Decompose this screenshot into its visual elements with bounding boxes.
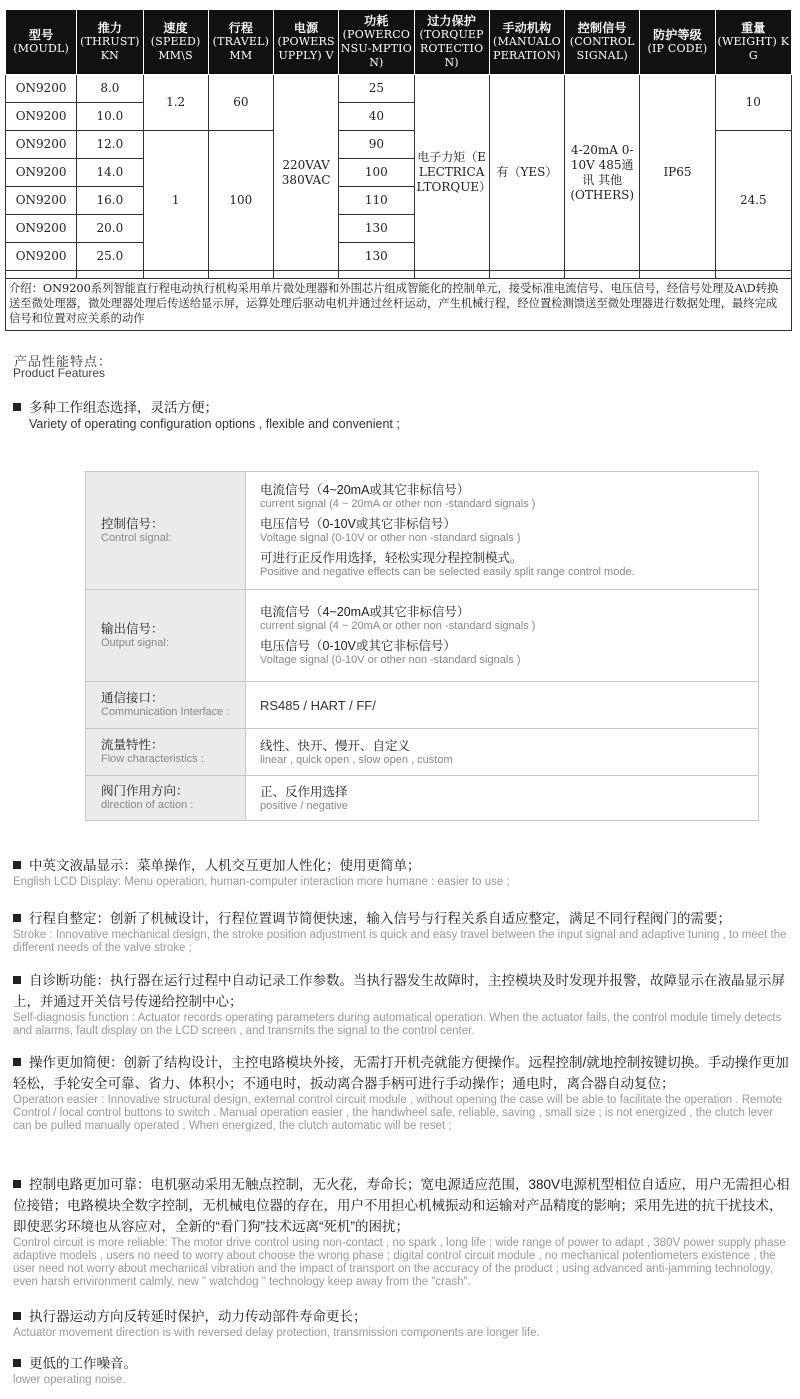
cell-thrust: 14.0 [77, 159, 143, 187]
header-torque-protection: 过力保护 (TORQUEPROTECTION) [414, 10, 489, 75]
label-en: Control signal: [101, 531, 172, 544]
features-heading-en: Product Features [13, 366, 106, 380]
signal-values [246, 472, 758, 589]
feature-item [13, 855, 792, 889]
cell-power: 40 [339, 103, 414, 131]
label-zh: 控制信号： [101, 516, 164, 531]
cell-thrust: 16.0 [77, 187, 143, 215]
feature-zh: 执行器运动方向反转延时保护，动力传动部件寿命更长； [29, 1309, 367, 1324]
spec-table-block [5, 9, 792, 331]
label-zh: 阀门作用方向： [101, 784, 189, 798]
feature-en: Operation easier : Innovative structural design, external control circuit module , without opening the case will be able to facilitate the operation . Remote Control / local control buttons to switch . Manual operation easier , the handwheel safe, reliable, saving , small size ; is not energized , the clutch lever can be pulled manually operated ; When energized, the clutch automatic will be reset ; [13, 1094, 783, 1132]
feature-item [13, 908, 792, 955]
value-zh: 可进行正反作用选择，轻松实现分程控制模式。 [260, 551, 523, 565]
signal-label [86, 776, 246, 820]
features-heading-zh: 产品性能特点： [14, 354, 113, 369]
cell-speed: 1 [143, 131, 208, 271]
signal-row-valve [86, 776, 758, 820]
feature-item [13, 1174, 792, 1289]
signal-values [246, 590, 758, 681]
bullet-square-icon [13, 914, 21, 922]
header-ip-code: 防护等级 (IP CODE) [640, 10, 715, 75]
label-en: Flow characteristics : [101, 753, 204, 765]
signal-row-control [86, 472, 758, 590]
cell-model: ON9200 [6, 75, 77, 103]
bullet-square-icon [13, 1312, 21, 1320]
cell-power: 130 [339, 215, 414, 243]
cell-model: ON9200 [6, 215, 77, 243]
header-power-consumption: 功耗 (POWERCONSU-MPTION) [339, 10, 414, 75]
value-zh: 电流信号（4~20mA或其它非标信号） [260, 605, 470, 619]
feature-item [13, 970, 792, 1038]
value-zh: 电流信号（4~20mA或其它非标信号） [260, 483, 470, 497]
product-intro: 介绍：ON9200系列智能直行程电动执行机构采用单片微处理器和外围芯片组成智能化的控制单元，接受标准电流信号、电压信号，经信号处理及A\D转换送至微处理器，微处理器处理后传送给显示屏，运算处理后驱动电机并通过丝杆运动，产生机械行程，经位置检测馈送至微处理器进行数据处理，最终完成信号和位置对应关系的动作 [5, 279, 792, 331]
value-zh: 电压信号（0-10V或其它非标信号） [260, 639, 456, 653]
cell-model: ON9200 [6, 103, 77, 131]
label-zh: 流量特性： [101, 738, 164, 752]
cell-model: ON9200 [6, 187, 77, 215]
value-en: current signal (4 ~ 20mA or other non -standard signals ) [260, 620, 536, 632]
header-manual-operation: 手动机构 (MANUALOPERATION) [489, 10, 564, 75]
value-zh: 线性、快开、慢开、自定义 [260, 738, 411, 753]
signal-row-flow [86, 729, 758, 776]
bullet-square-icon [13, 976, 21, 984]
feature-item [13, 1052, 792, 1133]
value-en: positive / negative [260, 799, 349, 812]
header-weight: 重量 (WEIGHT) KG [715, 10, 791, 75]
value-en: Positive and negative effects can be selected easily split range control mode. [260, 566, 635, 578]
cell-travel: 60 [208, 75, 273, 131]
feature-en: English LCD Display: Menu operation, human-computer interaction more humane : easier to use ; [13, 876, 510, 888]
cell-weight: 10 [715, 75, 791, 131]
header-power-supply: 电源 (POWERSUPPLY) V [273, 10, 338, 75]
label-zh: 输出信号： [101, 621, 164, 636]
cell-manual: 有（YES） [489, 75, 564, 271]
spec-header-row [6, 10, 792, 75]
feature-en: Stroke : Innovative mechanical design, the stroke position adjustment is quick and easy travel between the input signal and adaptive tuning , to meet the different needs of the valve stroke ; [13, 929, 787, 954]
label-en: Communication Interface : [101, 706, 230, 718]
cell-model: ON9200 [6, 243, 77, 271]
feature-zh: 操作更加简便：创新了结构设计，主控电路模块外接，无需打开机壳就能方便操作。远程控制/就地控制按键切换。手动操作更加轻松，手轮安全可靠、省力、体积小；不通电时，扳动离合器手柄可进行手动操作；通电时，离合器自动复位； [13, 1055, 789, 1091]
feature-item [13, 1353, 792, 1387]
bullet-square-icon [13, 1058, 21, 1066]
bullet-square-icon [13, 1359, 21, 1367]
feature-en: Self-diagnosis function : Actuator records operating parameters during automatical operation. When the actuator fails, the control module timely detects and alarms, fault display on the LCD screen , and transmits the signal to the control center. [13, 1012, 782, 1037]
label-en: direction of action : [101, 799, 194, 811]
cell-weight: 24.5 [715, 131, 791, 271]
cell-power: 25 [339, 75, 414, 103]
cell-power-supply: 220VAV 380VAC [273, 75, 338, 271]
feature-zh: 行程自整定：创新了机械设计，行程位置调节简便快速，输入信号与行程关系自适应整定，满足不同行程阀门的需要； [29, 911, 731, 926]
bullet-square-icon [13, 1180, 21, 1188]
cell-travel: 100 [208, 131, 273, 271]
header-control-signal: 控制信号 (CONTROLSIGNAL) [565, 10, 640, 75]
signal-row-output [86, 590, 758, 682]
feature-item [13, 1306, 792, 1340]
spec-table [5, 9, 792, 279]
label-en: Output signal: [101, 636, 169, 649]
feature-zh: 更低的工作噪音。 [29, 1356, 137, 1371]
bullet-square-icon [13, 403, 21, 411]
header-thrust: 推力 (THRUST) KN [77, 10, 143, 75]
feature-en: lower operating noise. [13, 1374, 126, 1386]
cell-speed: 1.2 [143, 75, 208, 131]
cell-ip: IP65 [640, 75, 715, 271]
signal-label [86, 590, 246, 681]
signal-row-comm [86, 682, 758, 729]
signal-label [86, 472, 246, 589]
comm-value: RS485 / HART / FF/ [260, 697, 376, 713]
label-zh: 通信接口： [101, 691, 164, 705]
bullet-square-icon [13, 861, 21, 869]
signal-label [86, 729, 246, 775]
value-zh: 正、反作用选择 [260, 784, 348, 799]
feature-zh: 控制电路更加可靠：电机驱动采用无触点控制，无火花，寿命长；宽电源适应范围，380V电源机型相位自适应，用户无需担心相位接错；电路模块全数字控制，无机械电位器的存在，用户不用担心机械振动和运输对产品精度的影响；采用先进的抗干扰技术，即使恶劣环境也从容应对，全新的“看门狗”技术远离“死机”的困扰； [13, 1177, 790, 1234]
feature-zh: 中英文液晶显示：菜单操作，人机交互更加人性化；使用更简单； [29, 858, 421, 873]
value-en: Voltage signal (0-10V or other non -standard signals ) [260, 532, 521, 544]
header-model: 型号 (MOUDL) [6, 10, 77, 75]
value-en: current signal (4 ~ 20mA or other non -standard signals ) [260, 498, 536, 510]
cell-thrust: 20.0 [77, 215, 143, 243]
cell-thrust: 12.0 [77, 131, 143, 159]
feature-en: Actuator movement direction is with reversed delay protection, transmission components are longer life. [13, 1327, 540, 1339]
cell-control: 4-20mA 0-10V 485通讯 其他 (OTHERS) [565, 75, 640, 271]
value-en: Voltage signal (0-10V or other non -standard signals ) [260, 654, 521, 666]
value-en: linear , quick open , slow open , custom [260, 753, 453, 766]
cell-thrust: 8.0 [77, 75, 143, 103]
signal-table [85, 471, 759, 821]
feature-zh: 多种工作组态选择，灵活方便； [29, 400, 218, 415]
signal-values [246, 776, 758, 820]
signal-label [86, 682, 246, 728]
cell-model: ON9200 [6, 159, 77, 187]
signal-values [246, 682, 758, 728]
value-zh: 电压信号（0-10V或其它非标信号） [260, 517, 456, 531]
feature-en: Variety of operating configuration options , flexible and convenient ; [29, 417, 400, 431]
cell-thrust: 10.0 [77, 103, 143, 131]
table-row [6, 75, 792, 103]
cell-thrust: 25.0 [77, 243, 143, 271]
feature-item [13, 397, 792, 431]
cell-power: 110 [339, 187, 414, 215]
cell-model: ON9200 [6, 131, 77, 159]
header-speed: 速度 (SPEED) MM\S [143, 10, 208, 75]
cell-power: 130 [339, 243, 414, 271]
signal-values [246, 729, 758, 775]
feature-zh: 自诊断功能：执行器在运行过程中自动记录工作参数。当执行器发生故障时，主控模块及时发现并报警，故障显示在液晶显示屏上，并通过开关信号传递给控制中心； [13, 973, 785, 1009]
cell-power: 90 [339, 131, 414, 159]
cell-torque: 电子力矩（ELECTRICALTORQUE） [414, 75, 489, 271]
header-travel: 行程 (TRAVEL) MM [208, 10, 273, 75]
feature-en: Control circuit is more reliable: The motor drive control using non-contact , no spark , long life ; wide range of power to adapt , 380V power supply phase adaptive models , users no need to worry about choose the wrong phase ; digital control circuit module , no mechanical potentiometers existence , the user need not worry about mechanical vibration and the impact of transport on the accuracy of the product ; using advanced anti-jamming technology, even harsh environment calmly, new " watchdog " technology keep away from the "crash". [13, 1237, 786, 1288]
table-gap-row [6, 271, 792, 279]
cell-power: 100 [339, 159, 414, 187]
